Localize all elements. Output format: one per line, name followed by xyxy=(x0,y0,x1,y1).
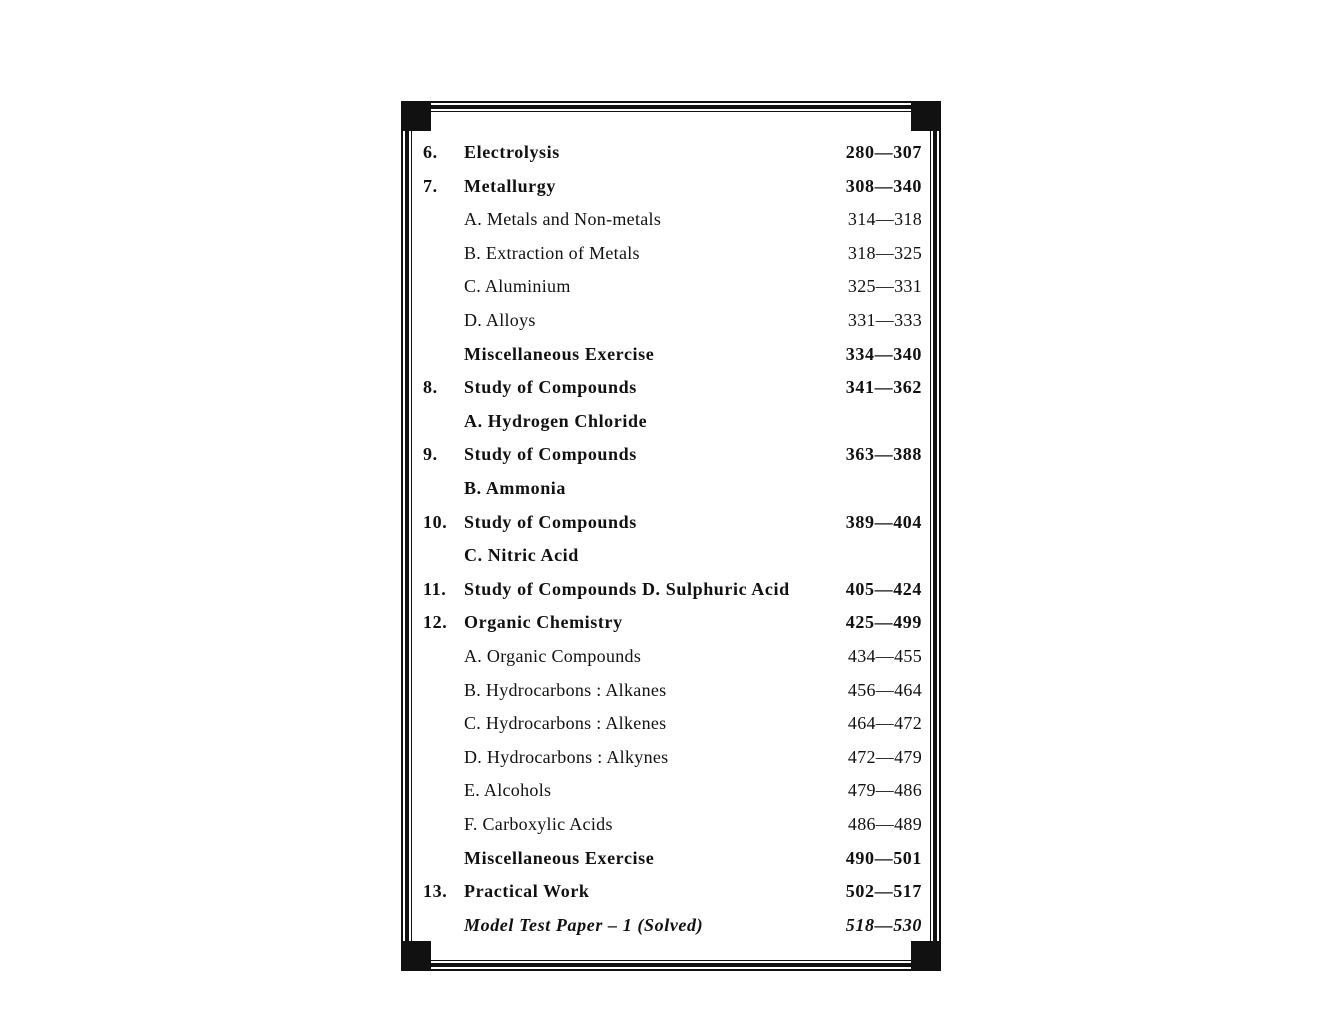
toc-entry xyxy=(423,507,922,537)
entry-title: E. Alcohols xyxy=(464,780,552,801)
entry-pages: 502—517 xyxy=(845,881,922,902)
toc-entry xyxy=(423,372,922,402)
toc-entry xyxy=(423,406,922,436)
entry-pages: 325—331 xyxy=(847,276,922,297)
entry-title: Electrolysis xyxy=(464,142,560,162)
corner-ornament xyxy=(401,941,431,971)
toc-entry xyxy=(423,305,922,335)
entry-title: C. Nitric Acid xyxy=(464,545,579,566)
toc-entry xyxy=(423,574,922,604)
entry-number: 11. xyxy=(423,578,447,599)
entry-pages: 405—424 xyxy=(845,578,922,599)
entry-title: Model Test Paper – 1 (Solved) xyxy=(464,914,704,935)
entry-title: Miscellaneous Exercise xyxy=(464,847,655,868)
toc-entry xyxy=(423,809,922,839)
toc-entry xyxy=(423,742,922,772)
entry-pages: 472—479 xyxy=(847,746,922,767)
entry-pages: 280—307 xyxy=(845,142,922,162)
toc-entry xyxy=(423,775,922,805)
entry-title: Study of Compounds xyxy=(464,444,637,465)
entry-pages: 389—404 xyxy=(845,511,922,532)
entry-title: Organic Chemistry xyxy=(464,612,623,633)
entry-pages: 490—501 xyxy=(845,847,922,868)
entry-pages: 518—530 xyxy=(845,914,922,935)
entry-pages: 314—318 xyxy=(847,209,922,230)
entry-pages: 334—340 xyxy=(845,343,922,364)
entry-pages: 318—325 xyxy=(847,242,922,263)
entry-title: F. Carboxylic Acids xyxy=(464,814,613,834)
entry-pages: 308—340 xyxy=(845,175,922,196)
entry-number: 13. xyxy=(423,881,448,902)
toc-entry xyxy=(423,607,922,637)
entry-number: 12. xyxy=(423,612,448,633)
toc-entry xyxy=(423,271,922,301)
entry-title: A. Hydrogen Chloride xyxy=(464,410,648,431)
entry-title: Study of Compounds D. Sulphuric Acid xyxy=(464,578,790,599)
corner-ornament xyxy=(401,101,431,131)
toc-entry xyxy=(423,473,922,503)
entry-number: 9. xyxy=(423,444,438,465)
entry-pages: 331—333 xyxy=(847,310,922,330)
toc-entry xyxy=(423,641,922,671)
entry-title: Study of Compounds xyxy=(464,511,637,532)
toc-entry xyxy=(423,910,922,940)
toc-entry xyxy=(423,339,922,369)
entry-title: B. Ammonia xyxy=(464,478,567,498)
entry-pages: 456—464 xyxy=(847,679,922,700)
toc-entry xyxy=(423,439,922,469)
corner-ornament xyxy=(911,101,941,131)
entry-title: C. Hydrocarbons : Alkenes xyxy=(464,713,667,734)
entry-title: C. Aluminium xyxy=(464,276,571,297)
entry-pages: 341—362 xyxy=(845,377,922,398)
entry-pages: 486—489 xyxy=(847,814,922,834)
toc-entry xyxy=(423,238,922,268)
entry-title: B. Extraction of Metals xyxy=(464,242,640,263)
toc-entry xyxy=(423,675,922,705)
corner-ornament xyxy=(911,941,941,971)
entry-number: 6. xyxy=(423,142,438,162)
entry-pages: 363—388 xyxy=(845,444,922,465)
entry-title: Study of Compounds xyxy=(464,377,637,398)
entry-title: Metallurgy xyxy=(464,175,556,196)
entry-title: Miscellaneous Exercise xyxy=(464,343,655,364)
entry-pages: 425—499 xyxy=(845,612,922,633)
entry-pages: 434—455 xyxy=(847,646,922,666)
entry-pages: 479—486 xyxy=(847,780,922,801)
entry-title: B. Hydrocarbons : Alkanes xyxy=(464,679,667,700)
toc-entry xyxy=(423,876,922,906)
entry-title: A. Metals and Non-metals xyxy=(464,209,662,230)
entry-pages: 464—472 xyxy=(847,713,922,734)
entry-title: Practical Work xyxy=(464,881,590,902)
toc-entry xyxy=(423,171,922,201)
entry-title: A. Organic Compounds xyxy=(464,646,642,666)
entry-number: 10. xyxy=(423,511,448,532)
entry-title: D. Hydrocarbons : Alkynes xyxy=(464,746,669,767)
toc-entry xyxy=(423,708,922,738)
toc-entry xyxy=(423,540,922,570)
entry-number: 8. xyxy=(423,377,438,398)
entry-number: 7. xyxy=(423,175,438,196)
toc-entry xyxy=(423,843,922,873)
entry-title: D. Alloys xyxy=(464,310,536,330)
toc-entry xyxy=(423,204,922,234)
toc-entry xyxy=(423,137,922,167)
